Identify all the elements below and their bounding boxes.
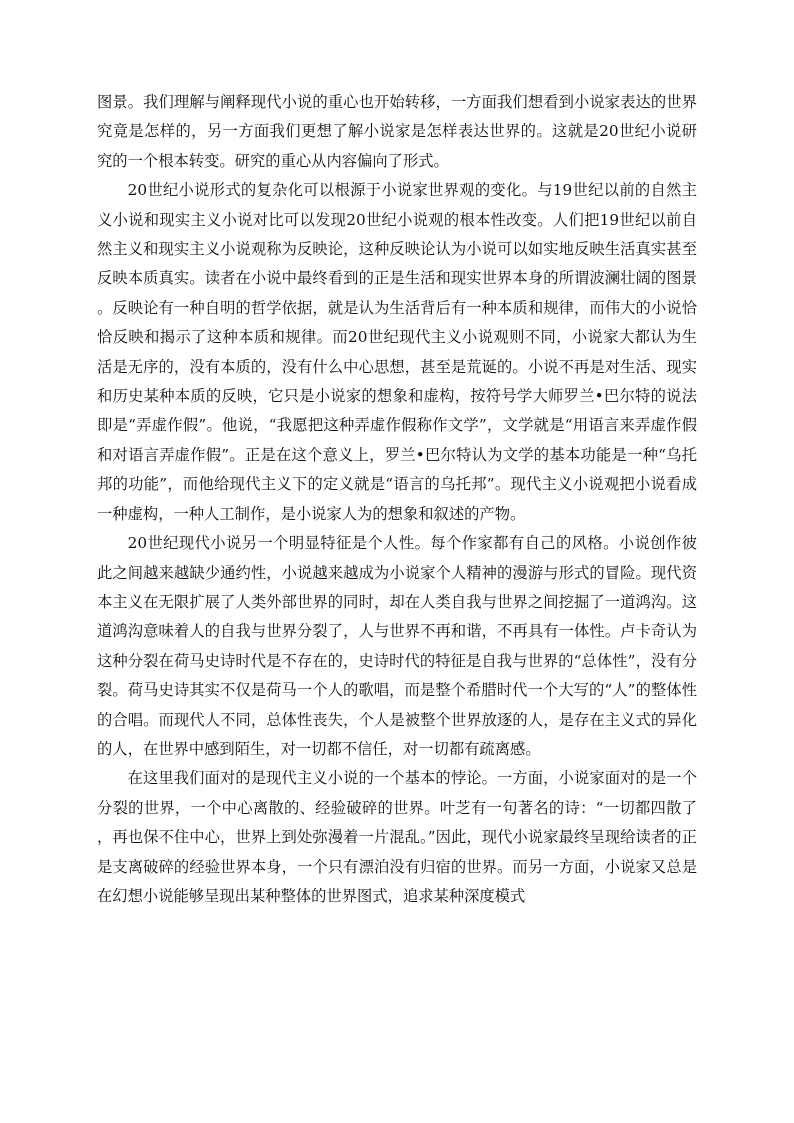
paragraph-3: 20世纪现代小说另一个明显特征是个人性。每个作家都有自己的风格。小说创作彼此之间越来越缺少通约性，小说越来越成为小说家个人精神的漫游与形式的冒险。现代资本主义在无限扩展了人类外部世界的同时，却在人类自我与世界之间挖掘了一道鸿沟。这道鸿沟意味着人的自我与世界分裂了，人与世界不再和谐，不再具有一体性。卢卡奇认为这种分裂在荷马史诗时代是不存在的，史诗时代的特征是自我与世界的“总体性”，没有分裂。荷马史诗其实不仅是荷马一个人的歌唱，而是整个希腊时代一个大写的“人”的整体性的合唱。而现代人不同，总体性丧失，个人是被整个世界放逐的人，是存在主义式的异化的人，在世界中感到陌生，对一切都不信任，对一切都有疏离感。 — [97, 534, 697, 758]
paragraph-2: 20世纪小说形式的复杂化可以根源于小说家世界观的变化。与19世纪以前的自然主义小说和现实主义小说对比可以发现20世纪小说观的根本性改变。人们把19世纪以前自然主义和现实主义小说观称为反映论，这种反映论认为小说可以如实地反映生活真实甚至反映本质真实。读者在小说中最终看到的正是生活和现实世界本身的所谓波澜壮阔的图景。反映论有一种自明的哲学依据，就是认为生活背后有一种本质和规律，而伟大的小说恰恰反映和揭示了这种本质和规律。而20世纪现代主义小说观则不同，小说家大都认为生活是无序的，没有本质的，没有什么中心思想，甚至是荒诞的。小说不再是对生活、现实和历史某种本质的反映，它只是小说家的想象和虚构，按符号学大师罗兰•巴尔特的说法即是“弄虚作假”。他说，“我愿把这种弄虚作假称作文学”，文学就是“用语言来弄虚作假和对语言弄虚作假”。正是在这个意义上，罗兰•巴尔特认为文学的基本功能是一种“乌托邦的功能”，而他给现代主义下的定义就是“语言的乌托邦”。现代主义小说观把小说看成一种虚构，一种人工制作，是小说家人为的想象和叙述的产物。 — [97, 181, 697, 523]
paragraph-1: 图景。我们理解与阐释现代小说的重心也开始转移，一方面我们想看到小说家表达的世界究竟是怎样的，另一方面我们更想了解小说家是怎样表达世界的。这就是20世纪小说研究的一个根本转变。研究的重心从内容偏向了形式。 — [97, 93, 697, 170]
document-page — [97, 88, 697, 911]
paragraph-4: 在这里我们面对的是现代主义小说的一个基本的悖论。一方面，小说家面对的是一个分裂的世界，一个中心离散的、经验破碎的世界。叶芝有一句著名的诗：“一切都四散了，再也保不住中心，世界上到处弥漫着一片混乱。”因此，现代小说家最终呈现给读者的正是支离破碎的经验世界本身，一个只有漂泊没有归宿的世界。而另一方面，小说家又总是在幻想小说能够呈现出某种整体的世界图式，追求某种深度模式 — [97, 769, 697, 905]
